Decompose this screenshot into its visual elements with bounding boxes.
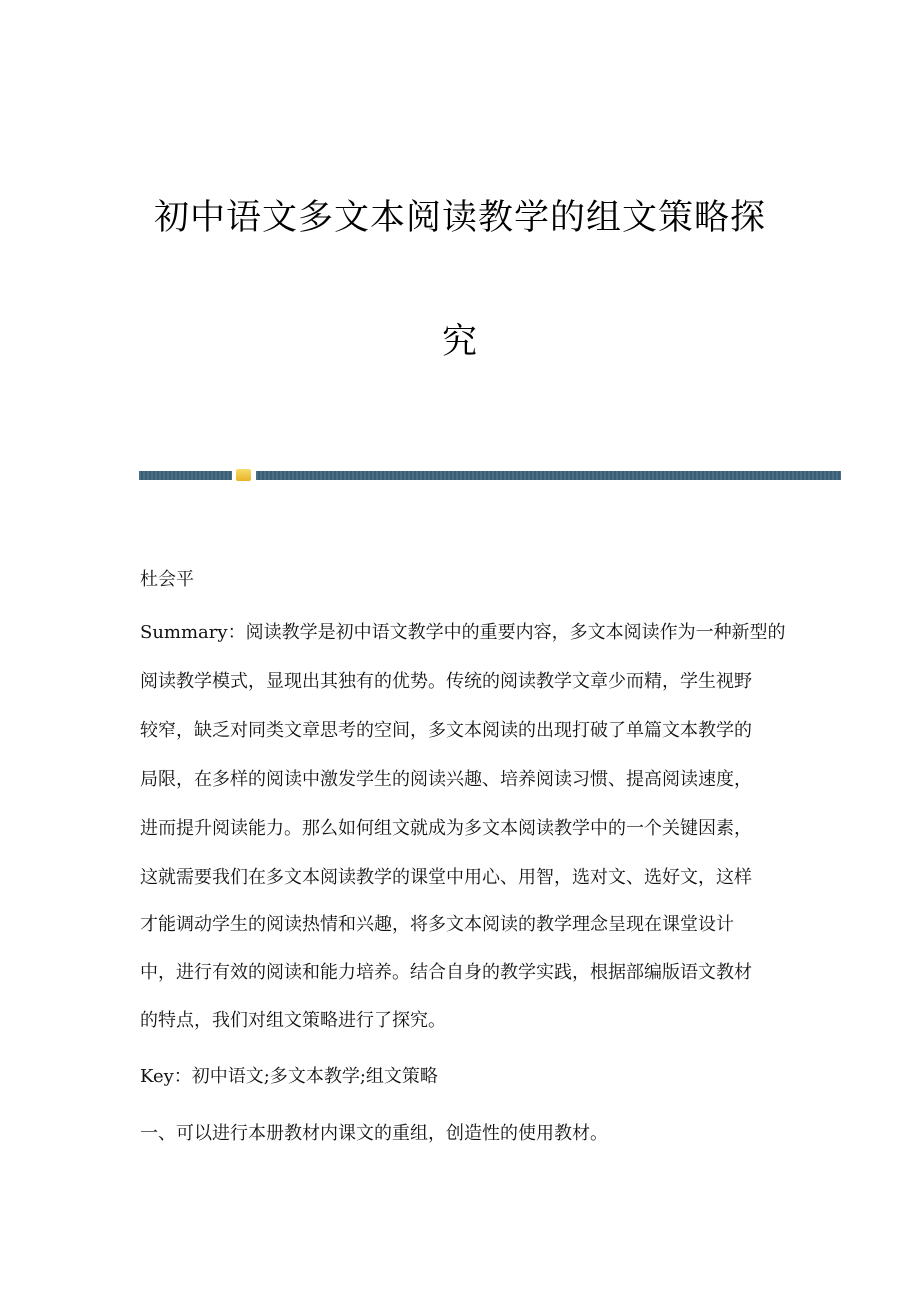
summary-line: 局限，在多样的阅读中激发学生的阅读兴趣、培养阅读习惯、提高阅读速度， — [140, 769, 752, 790]
summary-line: 中，进行有效的阅读和能力培养。结合自身的教学实践，根据部编版语文教材 — [140, 962, 752, 983]
keywords: Key：初中语文;多文本教学;组文策略 — [140, 1066, 438, 1087]
author: 杜会平 — [140, 569, 194, 590]
summary-line: 的特点，我们对组文策略进行了探究。 — [140, 1010, 446, 1031]
summary-line: 才能调动学生的阅读热情和兴趣，将多文本阅读的教学理念呈现在课堂设计 — [140, 914, 734, 935]
divider-left — [139, 471, 232, 480]
summary-line: 这就需要我们在多文本阅读教学的课堂中用心、用智，选对文、选好文，这样 — [140, 867, 752, 888]
divider-right — [256, 471, 841, 480]
document-title-line-1: 初中语文多文本阅读教学的组文策略探 — [153, 198, 766, 238]
summary-line: 进而提升阅读能力。那么如何组文就成为多文本阅读教学中的一个关键因素， — [140, 818, 752, 839]
summary-line: 较窄，缺乏对同类文章思考的空间，多文本阅读的出现打破了单篇文本教学的 — [140, 720, 752, 741]
summary-line: 阅读教学模式，显现出其独有的优势。传统的阅读教学文章少而精，学生视野 — [140, 671, 752, 692]
ornament-icon — [236, 469, 251, 481]
summary-line: Summary：阅读教学是初中语文教学中的重要内容，多文本阅读作为一种新型的 — [140, 622, 786, 643]
document-title-line-2: 究 — [441, 322, 478, 362]
section-heading: 一、可以进行本册教材内课文的重组，创造性的使用教材。 — [140, 1123, 608, 1144]
